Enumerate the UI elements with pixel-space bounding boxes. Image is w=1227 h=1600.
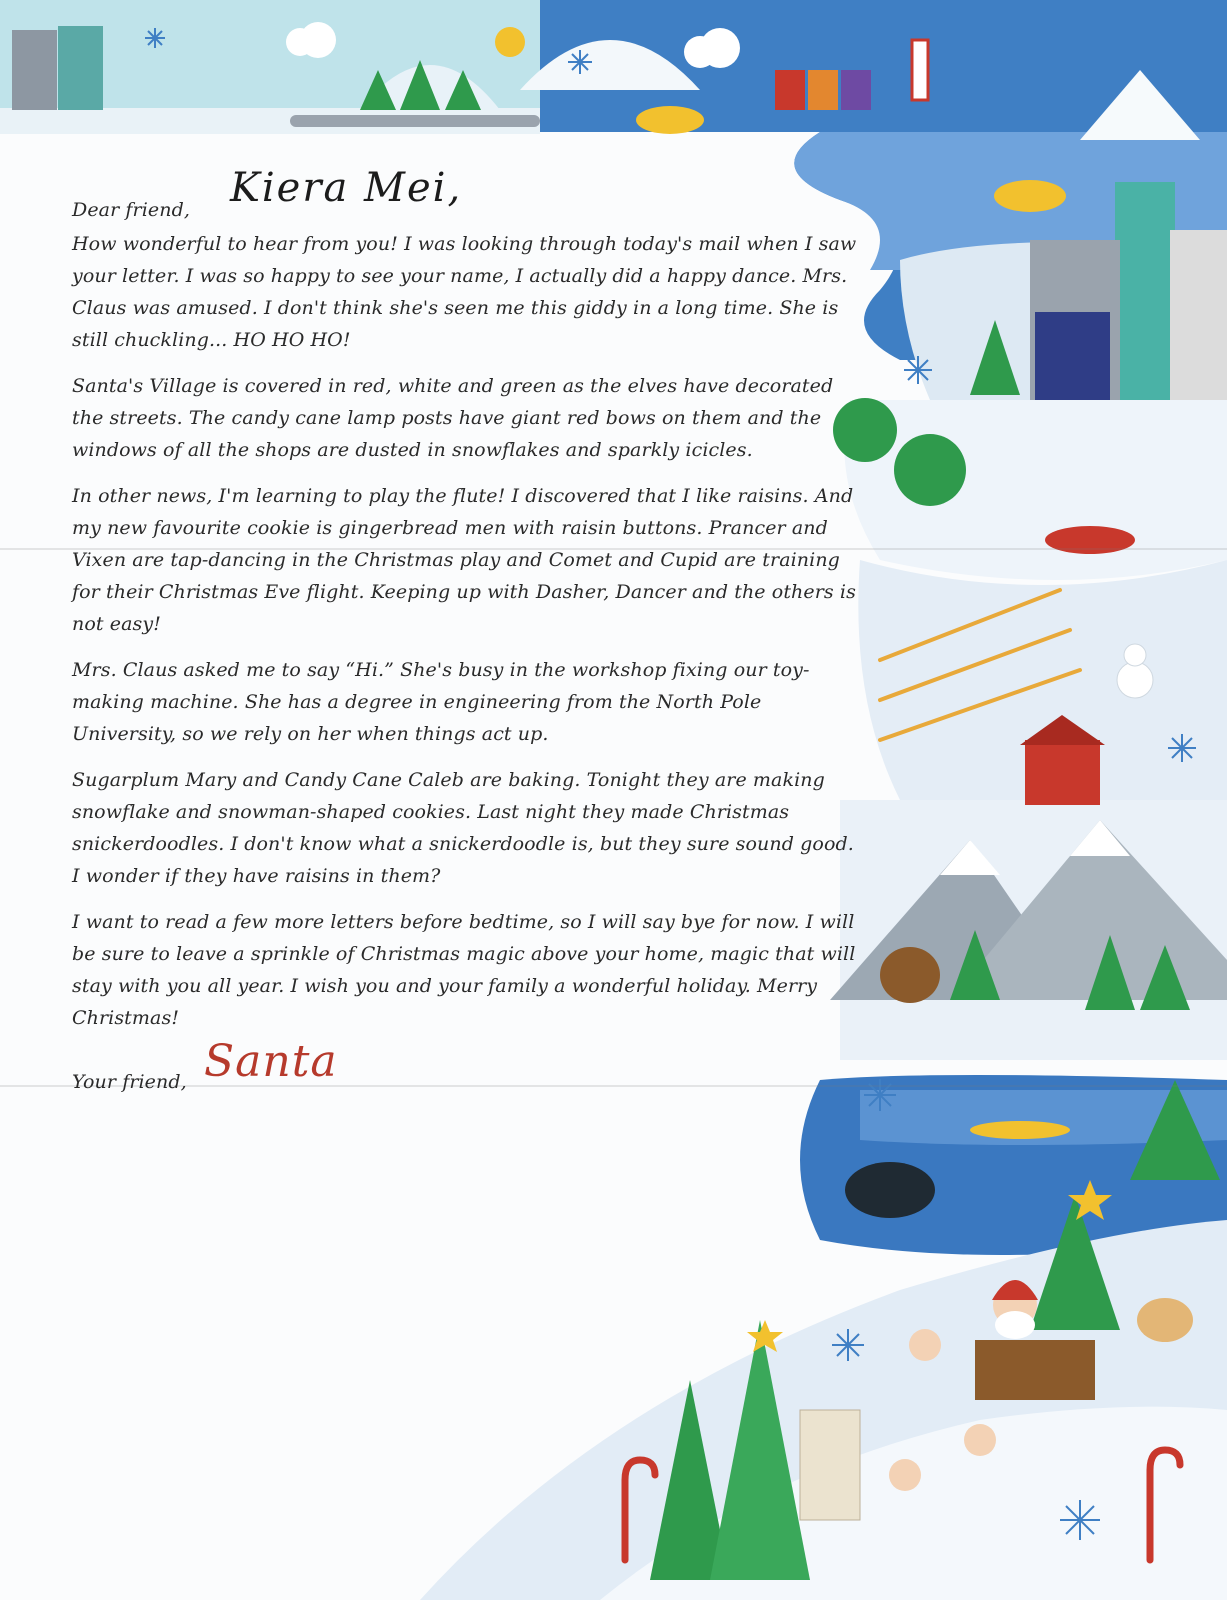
letter-body (72, 165, 862, 1104)
santa-signature: Santa (204, 1036, 338, 1087)
snowman-head (1124, 644, 1146, 666)
barn (1025, 740, 1100, 805)
santa-desk (975, 1340, 1095, 1400)
building-left-2 (58, 26, 103, 110)
kayak (970, 1121, 1070, 1139)
whale (845, 1162, 935, 1218)
cloud-2b (700, 28, 740, 68)
building-left (12, 30, 57, 110)
paragraph-4: Mrs. Claus asked me to say “Hi.” She's busy in the workshop fixing our toy-making machine. She has a degree in engineering from the North Pole University, so we rely on her when things act up. (72, 659, 810, 745)
city-block-blue (1035, 312, 1110, 402)
paragraph-5: Sugarplum Mary and Candy Cane Caleb are baking. Tonight they are making snowflake and snowman-shaped cookies. Last night they made Christmas snickerdoodles. I don't know what a snickerdoodle is, but they sure sound good. I wonder if they have raisins in them? (72, 769, 854, 887)
city-tower-2 (1170, 230, 1227, 400)
elf-1 (909, 1329, 941, 1361)
house-red (775, 70, 805, 110)
elf-3 (889, 1459, 921, 1491)
submarine-top (636, 106, 704, 134)
mail-tube (290, 115, 540, 127)
snowman-body (1117, 662, 1153, 698)
submarine-river (994, 180, 1066, 212)
maple-tree-2 (894, 434, 966, 506)
cloud-1b (300, 22, 336, 58)
sun (495, 27, 525, 57)
house-purple (841, 70, 871, 110)
reindeer (1137, 1298, 1193, 1342)
greeting (72, 165, 862, 228)
santa-beard (995, 1311, 1035, 1339)
lighthouse (912, 40, 928, 100)
recipient-name: Kiera Mei, (230, 165, 463, 211)
paragraph-3: In other news, I'm learning to play the flute! I discovered that I like raisins. And my new favourite cookie is gingerbread men with raisin buttons. Prancer and Vixen are tap-dancing in the Christmas play and Comet and Cupid are training for their Christmas Eve flight. Keeping up with Dasher, Dancer and the others is not easy! (72, 485, 856, 635)
closing (72, 1036, 862, 1104)
city-tower (1115, 182, 1175, 402)
elf-2 (964, 1424, 996, 1456)
greeting-text: Dear friend, (72, 199, 191, 221)
paragraph-2: Santa's Village is covered in red, white and green as the elves have decorated the streets. The candy cane lamp posts have giant red bows on them and the windows of all the shops are dusted in snowflakes and sparkly icicles. (72, 375, 834, 461)
closing-text: Your friend, (72, 1071, 187, 1093)
house-orange (808, 70, 838, 110)
mailbox (800, 1410, 860, 1520)
paragraph-1: How wonderful to hear from you! I was looking through today's mail when I saw your letter. I was so happy to see your name, I actually did a happy dance. Mrs. Claus was amused. I don't think she's seen me this giddy in a long time. She is still chuckling... HO HO HO! (72, 233, 857, 351)
paragraph-6: I want to read a few more letters before bedtime, so I will say bye for now. I will be sure to leave a sprinkle of Christmas magic above your home, magic that will stay with you all year. I wish you and your family a wonderful holiday. Merry Christmas! (72, 911, 856, 1029)
bear (880, 947, 940, 1003)
